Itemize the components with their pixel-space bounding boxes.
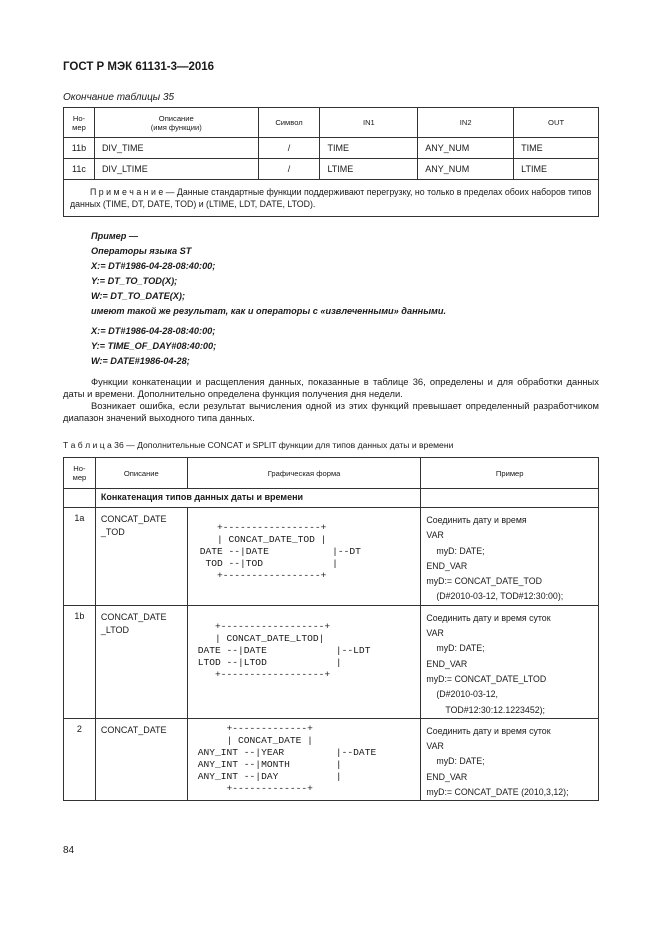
example-line: X:= DT#1986-04-28-08:40:00; (91, 326, 216, 336)
cell-example: Соединить дату и время VAR myD: DATE; END_VAR myD:= CONCAT_DATE_TOD (D#2010-03-12, TOD#12:30:00); (421, 508, 599, 606)
section-row (64, 489, 599, 508)
col-num: Но- мер (64, 108, 95, 138)
paragraph: Функции конкатенации и расщепления данных, показанные в таблице 36, определены и для обработки данных даты и времени. Дополнительно определена функция получения дня недели. (63, 376, 599, 399)
graphic-form (187, 508, 421, 606)
body-text (63, 376, 599, 424)
table-header-row (64, 108, 599, 138)
cell-desc: CONCAT_DATE _LTOD (95, 605, 187, 718)
table-row (64, 138, 599, 159)
note-label: П р и м е ч а н и е (90, 187, 164, 197)
table35-caption: Окончание таблицы 35 (63, 92, 175, 103)
table-row (64, 508, 599, 606)
section-title: Конкатенация типов данных даты и времени (95, 489, 421, 508)
example-remark: имеют такой же результат, как и операторы с «извлеченными» данными. (91, 306, 446, 316)
col-num: Но- мер (64, 458, 96, 489)
cell-in2: ANY_NUM (418, 138, 514, 159)
table-note (64, 180, 599, 217)
cell-desc: CONCAT_DATE (95, 718, 187, 800)
table-35 (63, 107, 599, 217)
cell-out: LTIME (514, 159, 599, 180)
example-title: Пример — (91, 231, 139, 241)
example-line: Y:= TIME_OF_DAY#08:40:00; (91, 341, 217, 351)
cell-num: 2 (64, 718, 96, 800)
cell-name: DIV_LTIME (94, 159, 258, 180)
table-header-row (64, 458, 599, 489)
cell-out: TIME (514, 138, 599, 159)
document-header: ГОСТ Р МЭК 61131-3—2016 (63, 61, 215, 73)
function-block-diagram: +------------------+ | CONCAT_DATE_LTOD| DATE --|DATE |--LDT LTOD --|LTOD | +------------------+ (197, 620, 371, 680)
table-row (64, 159, 599, 180)
cell-symbol: / (258, 159, 320, 180)
graphic-form (187, 718, 421, 800)
col-example: Пример (421, 458, 599, 489)
col-desc: Описание (имя функции) (94, 108, 258, 138)
cell-num: 1a (64, 508, 96, 606)
cell-in2: ANY_NUM (418, 159, 514, 180)
example-line: X:= DT#1986-04-28-08:40:00; (91, 261, 216, 271)
cell-in1: LTIME (320, 159, 418, 180)
example-lang: Операторы языка ST (91, 246, 192, 256)
graphic-form (187, 605, 421, 718)
table-note-row (64, 180, 599, 217)
col-in2: IN2 (418, 108, 514, 138)
function-block-diagram: +-----------------+ | CONCAT_DATE_TOD | DATE --|DATE |--DT TOD --|TOD | +-----------------+ (199, 522, 361, 581)
cell-desc: CONCAT_DATE _TOD (95, 508, 187, 606)
col-desc: Описание (95, 458, 187, 489)
table-row (64, 605, 599, 718)
example-line: Y:= DT_TO_TOD(X); (91, 276, 178, 286)
cell-in1: TIME (320, 138, 418, 159)
function-block-diagram: +-------------+ | CONCAT_DATE | ANY_INT --|YEAR |--DATE ANY_INT --|MONTH | ANY_INT --|DAY | +-------------+ (197, 722, 377, 794)
col-out: OUT (514, 108, 599, 138)
col-symbol: Символ (258, 108, 320, 138)
table-row (64, 718, 599, 800)
example-line: W:= DATE#1986-04-28; (91, 356, 190, 366)
table36-caption: Т а б л и ц а 36 — Дополнительные CONCAT и SPLIT функции для типов данных даты и времени (63, 440, 454, 450)
cell-name: DIV_TIME (94, 138, 258, 159)
col-graphic: Графическая форма (187, 458, 421, 489)
col-in1: IN1 (320, 108, 418, 138)
cell-symbol: / (258, 138, 320, 159)
cell-num: 1b (64, 605, 96, 718)
cell-num: 11c (64, 159, 95, 180)
table-36 (63, 457, 599, 801)
example-line: W:= DT_TO_DATE(X); (91, 291, 185, 301)
paragraph: Возникает ошибка, если результат вычисления одной из этих функций превышает определенный разработчиком диапазон значений выходного типа данных. (63, 400, 599, 423)
cell-example: Соединить дату и время суток VAR myD: DATE; END_VAR myD:= CONCAT_DATE (2010,3,12); (421, 718, 599, 800)
note-text: — Данные стандартные функции поддерживают перегрузку, но только в пределах обоих наборов типов данных (TIME, DT, DATE, TOD) и (LTIME, LDT, DATE, LTOD). (70, 187, 592, 209)
cell-num: 11b (64, 138, 95, 159)
page-number: 84 (63, 845, 75, 856)
cell-example: Соединить дату и время суток VAR myD: DATE; END_VAR myD:= CONCAT_DATE_LTOD (D#2010-03-12, TOD#12:30:12.1223452); (421, 605, 599, 718)
